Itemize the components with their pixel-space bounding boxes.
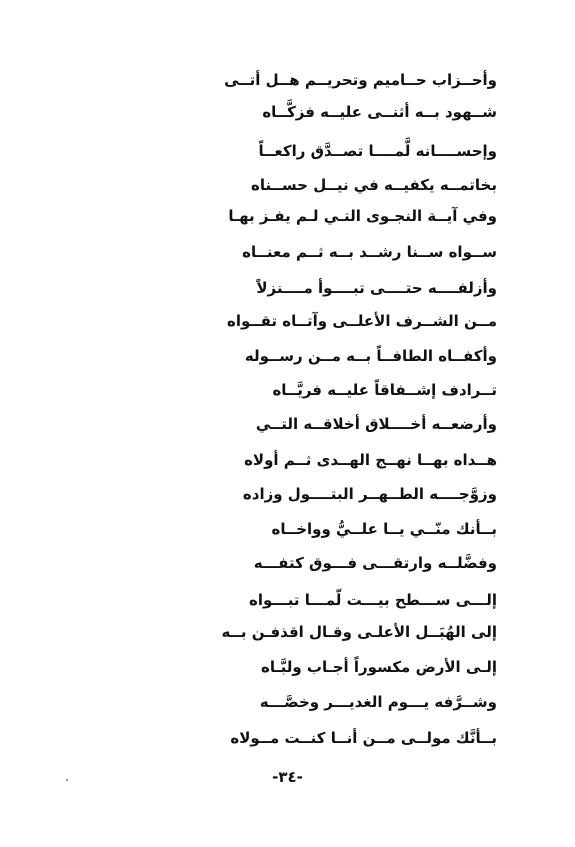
verse-line: شــهود بــه أثنــى عليــه فزكَّــاه <box>262 103 497 121</box>
verse-line: هــداه بهــا نهــج الهــدى ثــم أولاه <box>244 451 497 469</box>
verse-line: بــأنك منّــي يــا علــيُّ وواخــاه <box>271 520 497 538</box>
verse-line: وفي آيــة النجـوى التـي لـم يفـز بهـا <box>228 207 497 225</box>
verse-line: إلى الهُبَــل الأعلـى وقـال اقذفـن بــه <box>221 623 497 641</box>
page-number: -٣٤- <box>272 768 303 786</box>
verse-line: إلـى الأرض مكسوراً أجـاب ولبَّـاه <box>260 658 497 676</box>
verse-line: وأرضعــه أخــــلاق أخلاقــه التــي <box>255 415 497 433</box>
verse-line: بخاتمــه يكفيــه في نيــل حســناه <box>251 176 497 194</box>
verse-line: ســواه ســنا رشــد بــه ثــم معنــاه <box>242 243 497 261</box>
scan-speck <box>66 779 68 781</box>
verse-line: وإحســــانه لَّمــــا تصــدَّق راكعــاً <box>258 142 497 160</box>
verse-line: وأزلفــــه حتــــى تبــــوأ مــــنزلاً <box>256 279 497 297</box>
verse-line: وأكفــاه الطافــاً بــه مــن رســوله <box>244 347 497 365</box>
verse-line: تــرادف إشــفاقاً عليــه فريَّــاه <box>272 381 497 399</box>
verse-line: إلـــى ســـطح بيـــت لّمـــا تبـــواه <box>248 591 497 609</box>
verse-line: وأحــزاب حــاميم وتحريــم هــل أتــى <box>224 71 497 89</box>
verse-line: وزوَّجــــه الطــهــر البتــــول وزاده <box>242 485 497 503</box>
verse-line: وشــرَّفه يـــوم الغديـــر وخصَّـــه <box>259 693 497 711</box>
verse-line: مــن الشــرف الأعلــى وآتــاه تقــواه <box>226 312 497 330</box>
verse-line: بــأنَّك مولــى مــن أنــا كنــت مــولاه <box>230 729 497 747</box>
verse-line: وفضَّلــه وارتقـــى فـــوق كتفـــه <box>253 554 497 572</box>
